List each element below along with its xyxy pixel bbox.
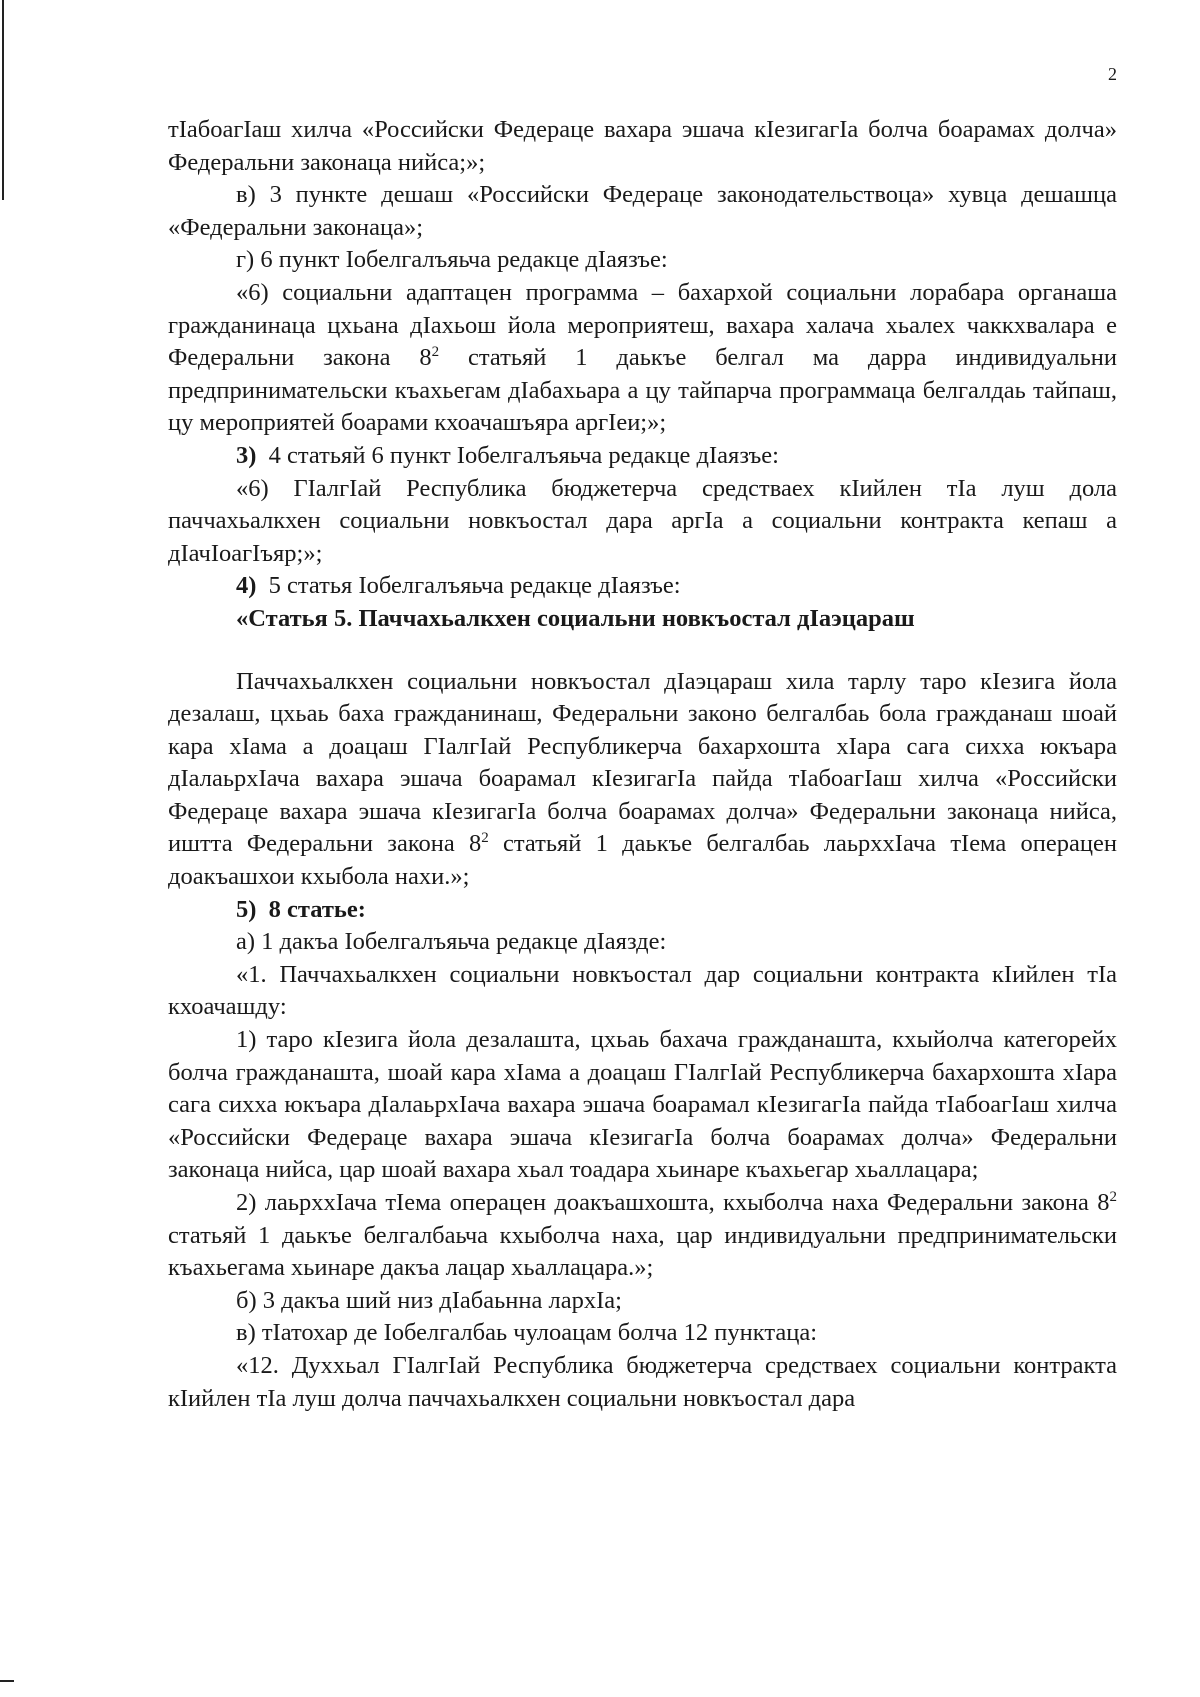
paragraph: а) 1 дакъа Iобелгалъяьча редакце дIаязде: — [236, 928, 667, 956]
paragraph: в) тIатохар де Iобелгалбаь чулоацам болча 12 пунктаца: — [236, 1319, 818, 1347]
document-body — [168, 114, 1117, 1415]
paragraph-number: 4) — [236, 572, 257, 600]
paragraph: б) 3 дакъа ший низ дIабаьнна лархIа; — [236, 1286, 622, 1314]
paragraph: «6) ГIалгIай Республика бюджетерча средстваех кIийлен тIа луш дола паччахьалкхен социальни новкъостал дара аргIа а социальни контракта кепаш а дIачIоагIъяр;»; — [168, 474, 1117, 567]
scan-edge-bottom-left — [0, 1680, 14, 1682]
paragraph: 1) таро кIезига йола дезалашта, цхьаь бахача гражданашта, кхыйолча категорейх болча гражданашта, шоай кара хIама а доацаш ГIалгIай Республикерча бахархошта хIара сага сихха юкъара дIалаьрхIача вахара эшача боарамал кIезигагIа пайда тIабоагIаш хилча «Российски Федераце вахара эшача кIезигагIа болча боарамах долча» Федеральни законаца нийса, цар шоай вахара хьал тоадара хьинаре къахьегар хьаллацара; — [168, 1026, 1117, 1184]
paragraph: тIабоагIаш хилча «Российски Федераце вахара эшача кIезигагIа болча боарамах долча» Федеральни законаца нийса;»; — [168, 116, 1117, 176]
paragraph-number: 3) — [236, 441, 257, 469]
paragraph: 4) 5 статья Iобелгалъяьча редакце дIаязъе: — [236, 572, 681, 600]
paragraph: «1. Паччахьалкхен социальни новкъостал дар социальни контракта кIийлен тIа кхоачашду: — [168, 960, 1117, 1021]
paragraph: «Статья 5. Паччахьалкхен социальни новкъостал дIаэцараш — [236, 604, 915, 632]
scan-edge-left — [2, 0, 4, 200]
paragraph: Паччахьалкхен социальни новкъостал дIаэцараш хила тарлу таро кIезига йола дезалаш, цхьаь баха гражданинаш, Федеральни законо белгалбаь бола гражданаш шоай кара хIама а доацаш ГIалгIай Республикерча бахархошта хIара сага сихха юкъара дIалаьрхIача вахара эшача боарамал кIезигагIа пайда тIабоагIаш хилча «Российски Федераце вахара эшача кIезигагIа болча боарамах долча» Федеральни законаца нийса, иштта Федеральни закона $8^2$ статьяй 1 даькъе белгалбаь лаьрххIача тIема операцен доакъашхои кхыбола нахи.»; — [168, 667, 1117, 891]
paragraph: 3) 4 статьяй 6 пункт Iобелгалъяьча редакце дIаязъе: — [236, 441, 779, 469]
paragraph: в) 3 пункте дешаш «Российски Федераце законодательствоца» хувца дешашца «Федеральни законаца»; — [168, 181, 1117, 241]
paragraph: 5) 8 статье: — [236, 895, 366, 923]
paragraph: г) 6 пункт Iобелгалъяьча редакце дIаязъе: — [236, 246, 668, 274]
paragraph-number: 5) — [236, 895, 257, 923]
paragraph: «12. Духхьал ГIалгIай Республика бюджетерча средстваех социальни контракта кIийлен тIа луш долча паччахьалкхен социальни новкъостал дара — [168, 1351, 1117, 1412]
paragraph: 2) лаьрххIача тIема операцен доакъашхошта, кхыболча наха Федеральни закона $8^2$ статьяй 1 даькъе белгалбаьча кхыболча наха, цар индивидуальни предпринимательски къахьегама хьинаре дакъа лацар хьаллацара.»; — [168, 1188, 1117, 1282]
paragraph: «6) социальни адаптацен программа – бахархой социальни лорабара органаша гражданинаца цхьана дIахьош йола мероприятеш, вахара халача хьалех чаккхвалара е Федеральни закона $8^2$ статьяй 1 даькъе белгал ма дарра индивидуальни предпринимательски къахьегам дIабахьара а цу тайпарча программаца белгалдаь тайпаш, цу мероприятей боарами кхоачашъяра аргIеи;»; — [168, 278, 1117, 437]
page-number: 2 — [1108, 64, 1117, 84]
